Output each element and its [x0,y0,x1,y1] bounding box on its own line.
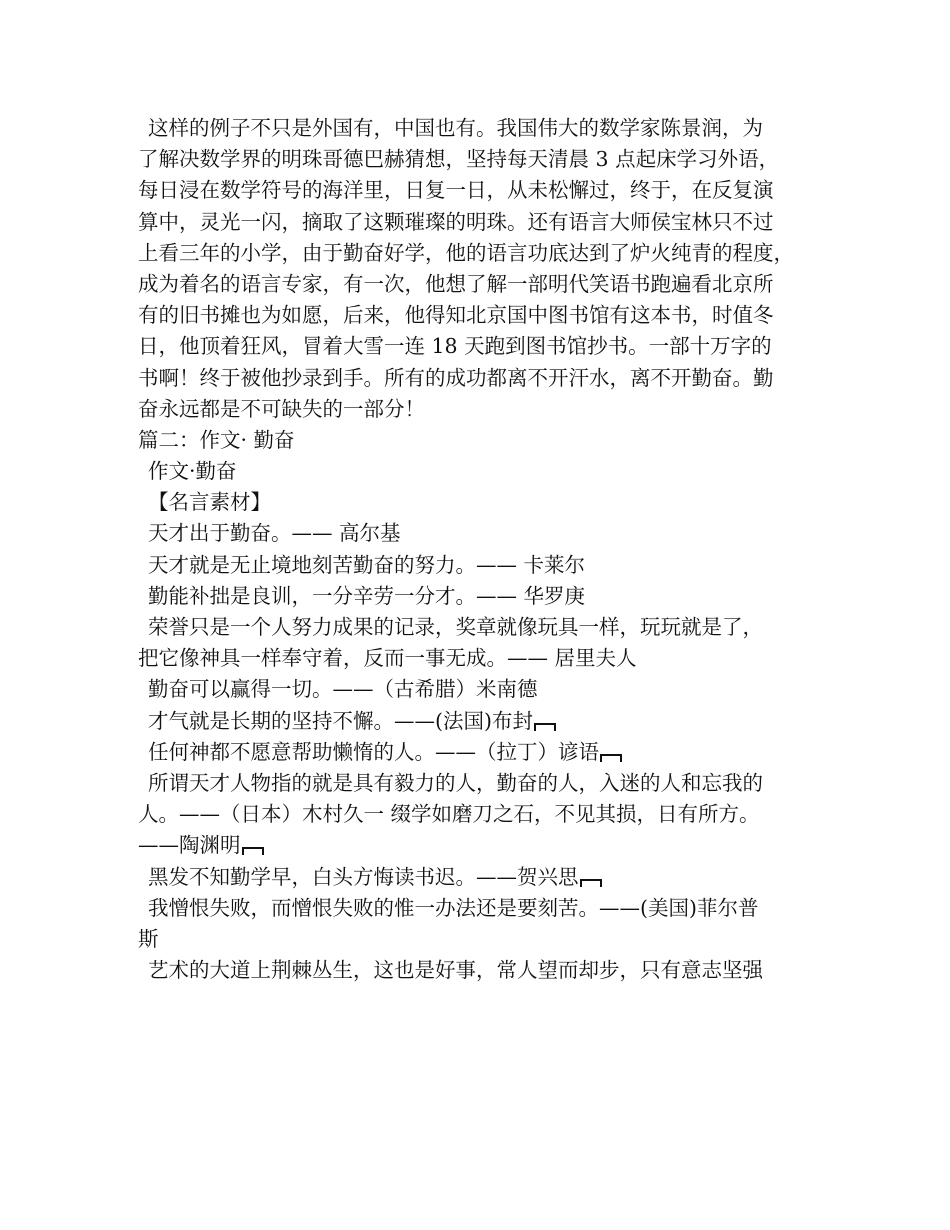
quote-line [138,862,838,893]
quote-line [138,706,838,737]
paragraph-line: 奋永远都是不可缺失的一部分！ [138,396,425,421]
quote-line: 艺术的大道上荆棘丛生，这也是好事，常人望而却步，只有意志坚强 [148,958,763,983]
section-heading: 篇二：作文· 勤奋 [138,427,295,452]
paragraph-line: 书啊！终于被他抄录到手。所有的成功都离不开汗水，离不开勤奋。勤 [138,365,774,390]
section-subtitle: 作文·勤奋 [148,459,237,484]
paragraph-line: 日，他顶着狂风，冒着大雪一连 18 天跑到图书馆抄书。一部十万字的 [138,334,772,359]
document-body [138,113,838,986]
quote-text: ——陶渊明 [138,833,241,858]
quotes-heading: 【名言素材】 [148,490,271,515]
paragraph-line: 了解决数学界的明珠哥德巴赫猜想，坚持每天清晨 3 点起床学习外语， [138,147,780,172]
quote-line [138,830,838,861]
paragraph-line: 上看三年的小学，由于勤奋好学，他的语言功底达到了炉火纯青的程度， [138,240,794,265]
paragraph-line: 每日浸在数学符号的海洋里，日复一日，从未松懈过，终于，在反复演 [138,178,774,203]
quote-line [138,737,838,768]
break-mark-icon [580,879,602,887]
quote-line: 荣誉只是一个人努力成果的记录，奖章就像玩具一样，玩玩就是了， [148,615,763,639]
quote-text: 任何神都不愿意帮助懒惰的人。——（拉丁）谚语 [148,739,599,764]
quote-line: 天才就是无止境地刻苦勤奋的努力。—— 卡莱尔 [148,552,586,577]
quote-text: 黑发不知勤学早，白头方悔读书迟。——贺兴思 [148,864,579,889]
paragraph-line: 这样的例子不只是外国有，中国也有。我国伟大的数学家陈景润，为 [148,116,763,140]
quote-line: 勤能补拙是良训，一分辛劳一分才。—— 华罗庚 [148,583,586,608]
quote-line: 把它像神具一样奉守着，反而一事无成。—— 居里夫人 [138,646,637,671]
quote-line: 勤奋可以赢得一切。——（古希腊）米南德 [148,677,538,702]
break-mark-icon [534,723,556,731]
quote-line: 人。——（日本）木村久一 缀学如磨刀之石，不见其损，日有所方。 [138,802,760,827]
break-mark-icon [242,847,264,855]
quote-text: 才气就是长期的坚持不懈。——(法国)布封 [148,708,533,733]
paragraph-line: 成为着名的语言专家，有一次，他想了解一部明代笑语书跑遍看北京所 [138,271,774,296]
quote-line: 天才出于勤奋。—— 高尔基 [148,521,401,546]
quote-line: 斯 [138,926,159,951]
quote-line: 我憎恨失败，而憎恨失败的惟一办法还是要刻苦。——(美国)菲尔普 [148,895,759,920]
paragraph-line: 算中，灵光一闪，摘取了这颗璀璨的明珠。还有语言大师侯宝林只不过 [138,209,774,234]
paragraph-line: 有的旧书摊也为如愿，后来，他得知北京国中图书馆有这本书，时值冬 [138,303,774,328]
break-mark-icon [600,754,622,762]
quote-line: 所谓天才人物指的就是具有毅力的人，勤奋的人，入迷的人和忘我的 [148,770,763,795]
